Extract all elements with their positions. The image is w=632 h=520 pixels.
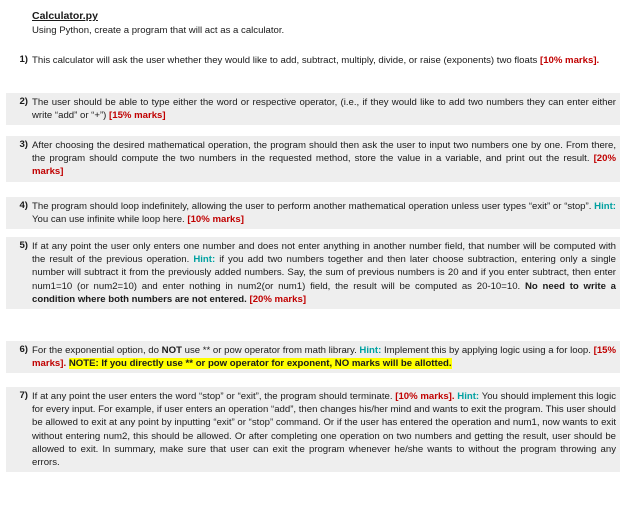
item-text-continued: use ** or pow operator from math library.	[184, 345, 357, 356]
item-number: 4)	[19, 200, 28, 211]
item-number: 3)	[19, 139, 28, 150]
emphasis-text: No need to write a condition where both numbers are not entered.	[32, 280, 617, 305]
hint-label: Hint:	[594, 201, 616, 212]
item-text: This calculator will ask the user whether they would like to add, subtract, multiply, divide, or raise (exponents) two floats	[32, 55, 538, 66]
hint-text: if you add two numbers together and then later choose subtraction, entering only a single number will subtract it from the previously added numbers. Say, the sum of previous numbers is 20 and if you enter subtract, then enter num1=10 (or num2=10) and enter nothing in num2(or num1) field, the result will be computed as 20-10=10.	[32, 254, 617, 292]
marks-label: [20% marks]	[32, 153, 616, 178]
hint-label: Hint:	[193, 254, 216, 266]
document-title: Calculator.py	[32, 10, 98, 22]
item-text: After choosing the desired mathematical operation, the program should then ask the user to input two numbers one by one. From there, the program should compute the two numbers in the requested method, store the value in a variable, and print out the result.	[32, 140, 616, 165]
hint-label: Hint:	[457, 391, 480, 402]
item-number: 1)	[19, 54, 28, 65]
marks-label: [15% marks]	[109, 110, 166, 122]
not-emphasis: NOT	[161, 345, 182, 356]
item-text: If at any point the user only enters one number and does not enter anything in another number field, that number will be computed with the result of the previous operation.	[32, 241, 616, 266]
requirement-item-4	[6, 197, 620, 229]
marks-label: [10% marks].	[395, 391, 455, 402]
item-text: For the exponential option, do	[32, 345, 159, 356]
marks-label: [10% marks]	[187, 214, 244, 226]
hint-text: Implement this by applying logic using a for loop.	[383, 345, 591, 356]
requirement-item-3	[6, 136, 620, 182]
item-number: 5)	[19, 240, 28, 251]
item-text: The program should loop indefinitely, allowing the user to perform another mathematical operation unless user types “exit” or “stop”.	[32, 201, 592, 212]
marks-label: [15% marks].	[32, 345, 617, 370]
item-text: If at any point the user enters the word “stop” or “exit”, the program should terminate.	[32, 391, 393, 402]
highlighted-note: NOTE: If you directly use ** or pow operator for exponent, NO marks will be allotted.	[68, 358, 452, 370]
hint-text: You should implement this logic for every input. For example, if user enters an operation “add”, then changes his/her mind and wants to exit the program. This user should be allowed to exit at any point by inputting “exit” or “stop” command. Or if the user has entered the operation and num1, now wants to exit without entering num2, this should be allowed. Or after completing one operation on two numbers and getting the result, user should be allowed to exit. In summary, make sure that user can exit the program whenever he/she wants to without the program throwing any errors.	[32, 391, 617, 469]
item-number: 6)	[19, 344, 28, 355]
requirement-item-6	[6, 341, 620, 373]
requirement-item-2	[6, 93, 620, 125]
hint-text: You can use infinite while loop here.	[32, 214, 185, 226]
marks-label: [10% marks].	[540, 55, 600, 66]
item-number: 7)	[19, 390, 28, 401]
marks-label: [20% marks]	[249, 293, 307, 305]
requirement-item-1	[6, 51, 620, 70]
item-text: The user should be able to type either the word or respective operator, (i.e., if they would like to add two numbers they can enter either write “add” or “+”)	[32, 97, 616, 122]
document-intro: Using Python, create a program that will act as a calculator.	[32, 25, 285, 36]
requirement-item-7	[6, 387, 620, 472]
item-number: 2)	[19, 96, 28, 107]
hint-label: Hint:	[359, 345, 382, 356]
requirement-item-5	[6, 237, 620, 309]
